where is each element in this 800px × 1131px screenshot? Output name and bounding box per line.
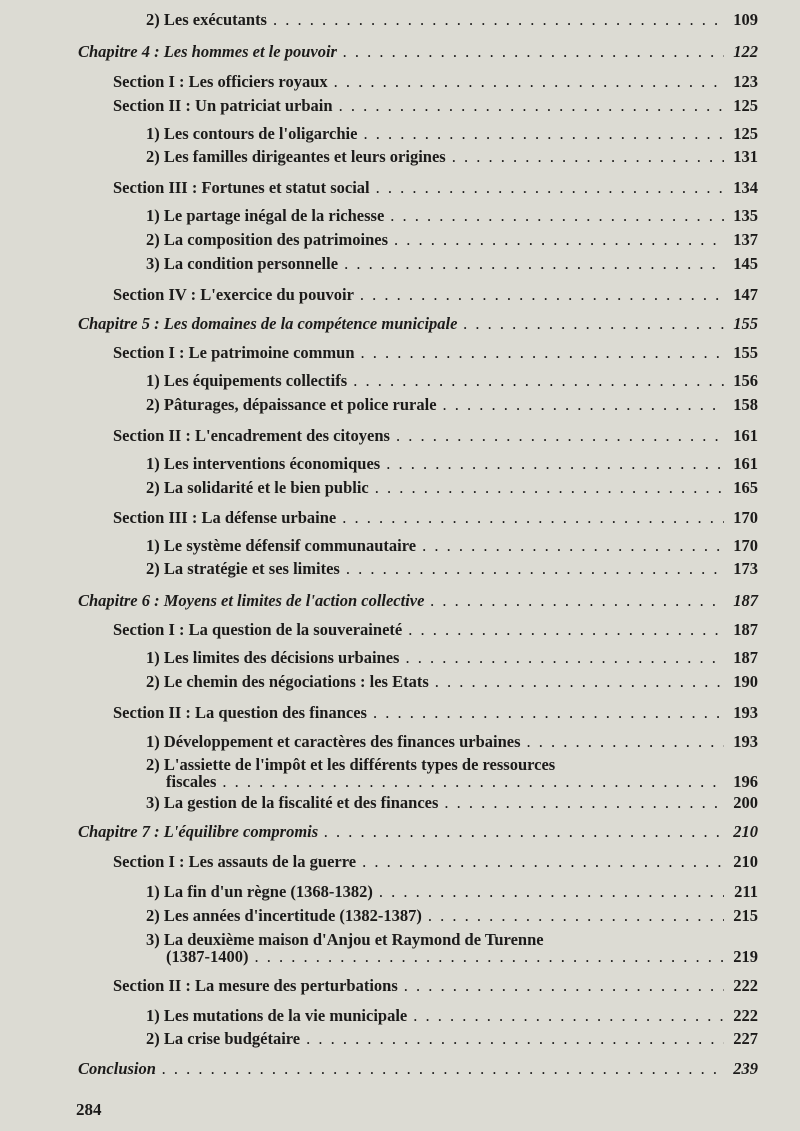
leader-dots [362, 852, 724, 872]
page-number: 284 [76, 1100, 102, 1119]
leader-dots [527, 732, 724, 752]
toc-entry-label: Chapitre 6 : Moyens et limites de l'action collective [78, 591, 425, 610]
toc-page-number: 190 [733, 672, 758, 691]
toc-page-number: 211 [734, 882, 758, 901]
toc-page-number: 145 [733, 254, 758, 273]
toc-page-number: 200 [733, 793, 758, 812]
toc-page-number: 165 [733, 478, 758, 497]
toc-entry-label: Conclusion [78, 1059, 156, 1078]
toc-page-number: 222 [733, 976, 758, 995]
toc-chapter-entry[interactable] [78, 591, 758, 611]
leader-dots [430, 591, 724, 611]
toc-entry-label: Chapitre 5 : Les domaines de la compétence municipale [78, 314, 458, 333]
toc-entry[interactable] [146, 230, 758, 250]
toc-entry[interactable] [166, 772, 758, 792]
toc-entry-label: Chapitre 7 : L'équilibre compromis [78, 822, 319, 841]
toc-entry-label: 1) Les équipements collectifs [146, 371, 348, 390]
leader-dots [162, 1059, 724, 1079]
toc-entry-label: 2) Le chemin des négociations : les Etats [146, 672, 429, 691]
leader-dots [435, 672, 724, 692]
toc-page-number: 215 [733, 906, 758, 925]
toc-section-entry[interactable] [113, 426, 758, 446]
toc-page-number: 210 [733, 822, 758, 841]
toc-page-number: 161 [733, 426, 758, 445]
toc-page-number: 158 [733, 395, 758, 414]
toc-page-number: 170 [733, 508, 758, 527]
toc-entry[interactable] [146, 395, 758, 415]
toc-entry-label: Section II : L'encadrement des citoyens [113, 426, 390, 445]
toc-entry-label: 3) La gestion de la fiscalité et des finances [146, 793, 439, 812]
leader-dots [373, 703, 724, 723]
leader-dots [443, 395, 724, 415]
leader-dots [463, 314, 724, 334]
toc-entry-label: 2) Pâturages, dépaissance et police rurale [146, 395, 437, 414]
toc-entry[interactable] [146, 1006, 758, 1026]
leader-dots [254, 947, 724, 967]
toc-entry-label: Section I : Les assauts de la guerre [113, 852, 357, 871]
toc-entry[interactable] [146, 906, 758, 926]
toc-entry-label: 1) La fin d'un règne (1368-1382) [146, 882, 373, 901]
toc-page-number: 187 [733, 620, 758, 639]
toc-entry-label: Section I : Le patrimoine commun [113, 343, 355, 362]
toc-entry[interactable] [146, 478, 758, 498]
toc-entry[interactable] [146, 672, 758, 692]
toc-entry-label: 2) Les familles dirigeantes et leurs origines [146, 147, 446, 166]
toc-page-number: 227 [733, 1029, 758, 1048]
toc-section-entry[interactable] [113, 852, 758, 872]
toc-page-number: 161 [733, 454, 758, 473]
toc-page-number: 210 [733, 852, 758, 871]
toc-entry[interactable] [146, 882, 758, 902]
toc-section-entry[interactable] [113, 976, 758, 996]
toc-page-number: 219 [733, 947, 758, 966]
toc-section-entry[interactable] [113, 178, 758, 198]
leader-dots [343, 42, 724, 62]
toc-page-number: 173 [733, 559, 758, 578]
toc-entry[interactable] [146, 732, 758, 752]
toc-entry[interactable] [146, 10, 758, 30]
toc-entry-label: 1) Le système défensif communautaire [146, 536, 417, 555]
toc-entry[interactable] [146, 124, 758, 144]
leader-dots [339, 96, 724, 116]
leader-dots [386, 454, 724, 474]
toc-entry-label: 1) Les contours de l'oligarchie [146, 124, 358, 143]
toc-entry-label: 3) La condition personnelle [146, 254, 339, 273]
toc-entry-label: 2) La stratégie et ses limites [146, 559, 340, 578]
toc-page-number: 222 [733, 1006, 758, 1025]
toc-entry-label: 2) La solidarité et le bien public [146, 478, 369, 497]
toc-entry-label: Section I : Les officiers royaux [113, 72, 328, 91]
toc-section-entry[interactable] [113, 343, 758, 363]
toc-entry-label: 2) La composition des patrimoines [146, 230, 389, 249]
toc-page-number: 147 [733, 285, 758, 304]
toc-page-number: 193 [733, 703, 758, 722]
toc-page-number: 156 [733, 371, 758, 390]
toc-chapter-entry[interactable] [78, 822, 758, 842]
leader-dots [404, 976, 724, 996]
toc-section-entry[interactable] [113, 96, 758, 116]
toc-entry-label-continued: (1387-1400) [166, 947, 249, 966]
leader-dots [273, 10, 724, 30]
toc-entry[interactable] [146, 206, 758, 226]
toc-section-entry[interactable] [113, 285, 758, 305]
leader-dots [361, 343, 724, 363]
toc-entry[interactable] [146, 559, 758, 579]
toc-entry-label: 2) Les exécutants [146, 10, 267, 29]
toc-entry-label: Section I : La question de la souveraineté [113, 620, 403, 639]
toc-page-number: 155 [733, 343, 758, 362]
toc-section-entry[interactable] [113, 620, 758, 640]
leader-dots [444, 793, 724, 813]
toc-page-number: 131 [733, 147, 758, 166]
toc-page-number: 239 [733, 1059, 758, 1078]
leader-dots [344, 254, 724, 274]
leader-dots [422, 536, 724, 556]
leader-dots [394, 230, 724, 250]
toc-entry[interactable] [166, 947, 758, 967]
toc-page-number: 134 [733, 178, 758, 197]
toc-entry-label: 1) Le partage inégal de la richesse [146, 206, 385, 225]
toc-chapter-entry[interactable] [78, 42, 758, 62]
leader-dots [306, 1029, 724, 1049]
toc-entry-label: Section II : La question des finances [113, 703, 367, 722]
toc-entry-label: Section II : La mesure des perturbations [113, 976, 398, 995]
leader-dots [396, 426, 724, 446]
leader-dots [342, 508, 724, 528]
toc-page-number: 187 [733, 648, 758, 667]
leader-dots [405, 648, 724, 668]
toc-chapter-entry[interactable] [78, 314, 758, 334]
toc-entry-label: Section IV : L'exercice du pouvoir [113, 285, 354, 304]
toc-page-number: 196 [733, 772, 758, 791]
toc-page-number: 193 [733, 732, 758, 751]
leader-dots [222, 772, 724, 792]
toc-section-entry[interactable] [113, 72, 758, 92]
toc-page-number: 123 [733, 72, 758, 91]
leader-dots [390, 206, 724, 226]
leader-dots [360, 285, 724, 305]
toc-entry-label-continued: fiscales [166, 772, 217, 791]
toc-page-number: 187 [733, 591, 758, 610]
toc-entry-label: Section III : Fortunes et statut social [113, 178, 370, 197]
leader-dots [375, 478, 724, 498]
leader-dots [452, 147, 724, 167]
toc-page-number: 155 [733, 314, 758, 333]
toc-entry[interactable] [146, 147, 758, 167]
toc-page-number: 122 [733, 42, 758, 61]
toc-page-number: 125 [733, 96, 758, 115]
toc-entry-label: Section III : La défense urbaine [113, 508, 337, 527]
toc-chapter-entry[interactable] [78, 1059, 758, 1079]
leader-dots [408, 620, 724, 640]
leader-dots [346, 559, 724, 579]
toc-page-number: 135 [733, 206, 758, 225]
leader-dots [324, 822, 724, 842]
toc-entry[interactable] [146, 454, 758, 474]
leader-dots [334, 72, 724, 92]
toc-entry[interactable] [146, 536, 758, 556]
toc-entry-label: Section II : Un patriciat urbain [113, 96, 333, 115]
toc-entry-label: 1) Les mutations de la vie municipale [146, 1006, 408, 1025]
toc-entry-label: 3) La deuxième maison d'Anjou et Raymond de Turenne [146, 930, 544, 949]
leader-dots [413, 1006, 724, 1026]
toc-page-number: 137 [733, 230, 758, 249]
toc-entry[interactable] [146, 648, 758, 668]
toc-entry[interactable] [146, 254, 758, 274]
toc-entry-label: 1) Les interventions économiques [146, 454, 381, 473]
toc-section-entry[interactable] [113, 508, 758, 528]
toc-entry[interactable] [146, 371, 758, 391]
leader-dots [353, 371, 724, 391]
toc-page-number: 109 [733, 10, 758, 29]
toc-entry-label: 2) La crise budgétaire [146, 1029, 301, 1048]
leader-dots [379, 882, 724, 902]
toc-entry[interactable] [146, 1029, 758, 1049]
toc-entry-label: 2) Les années d'incertitude (1382-1387) [146, 906, 422, 925]
toc-entry-label: 1) Les limites des décisions urbaines [146, 648, 400, 667]
toc-entry-label: Chapitre 4 : Les hommes et le pouvoir [78, 42, 337, 61]
toc-section-entry[interactable] [113, 703, 758, 723]
toc-entry[interactable] [146, 793, 758, 813]
leader-dots [428, 906, 724, 926]
toc-entry-label: 1) Développement et caractères des finances urbaines [146, 732, 521, 751]
leader-dots [376, 178, 724, 198]
leader-dots [363, 124, 724, 144]
toc-entry-label: 2) L'assiette de l'impôt et les différents types de ressources [146, 755, 556, 774]
toc-page-number: 170 [733, 536, 758, 555]
toc-page-number: 125 [733, 124, 758, 143]
